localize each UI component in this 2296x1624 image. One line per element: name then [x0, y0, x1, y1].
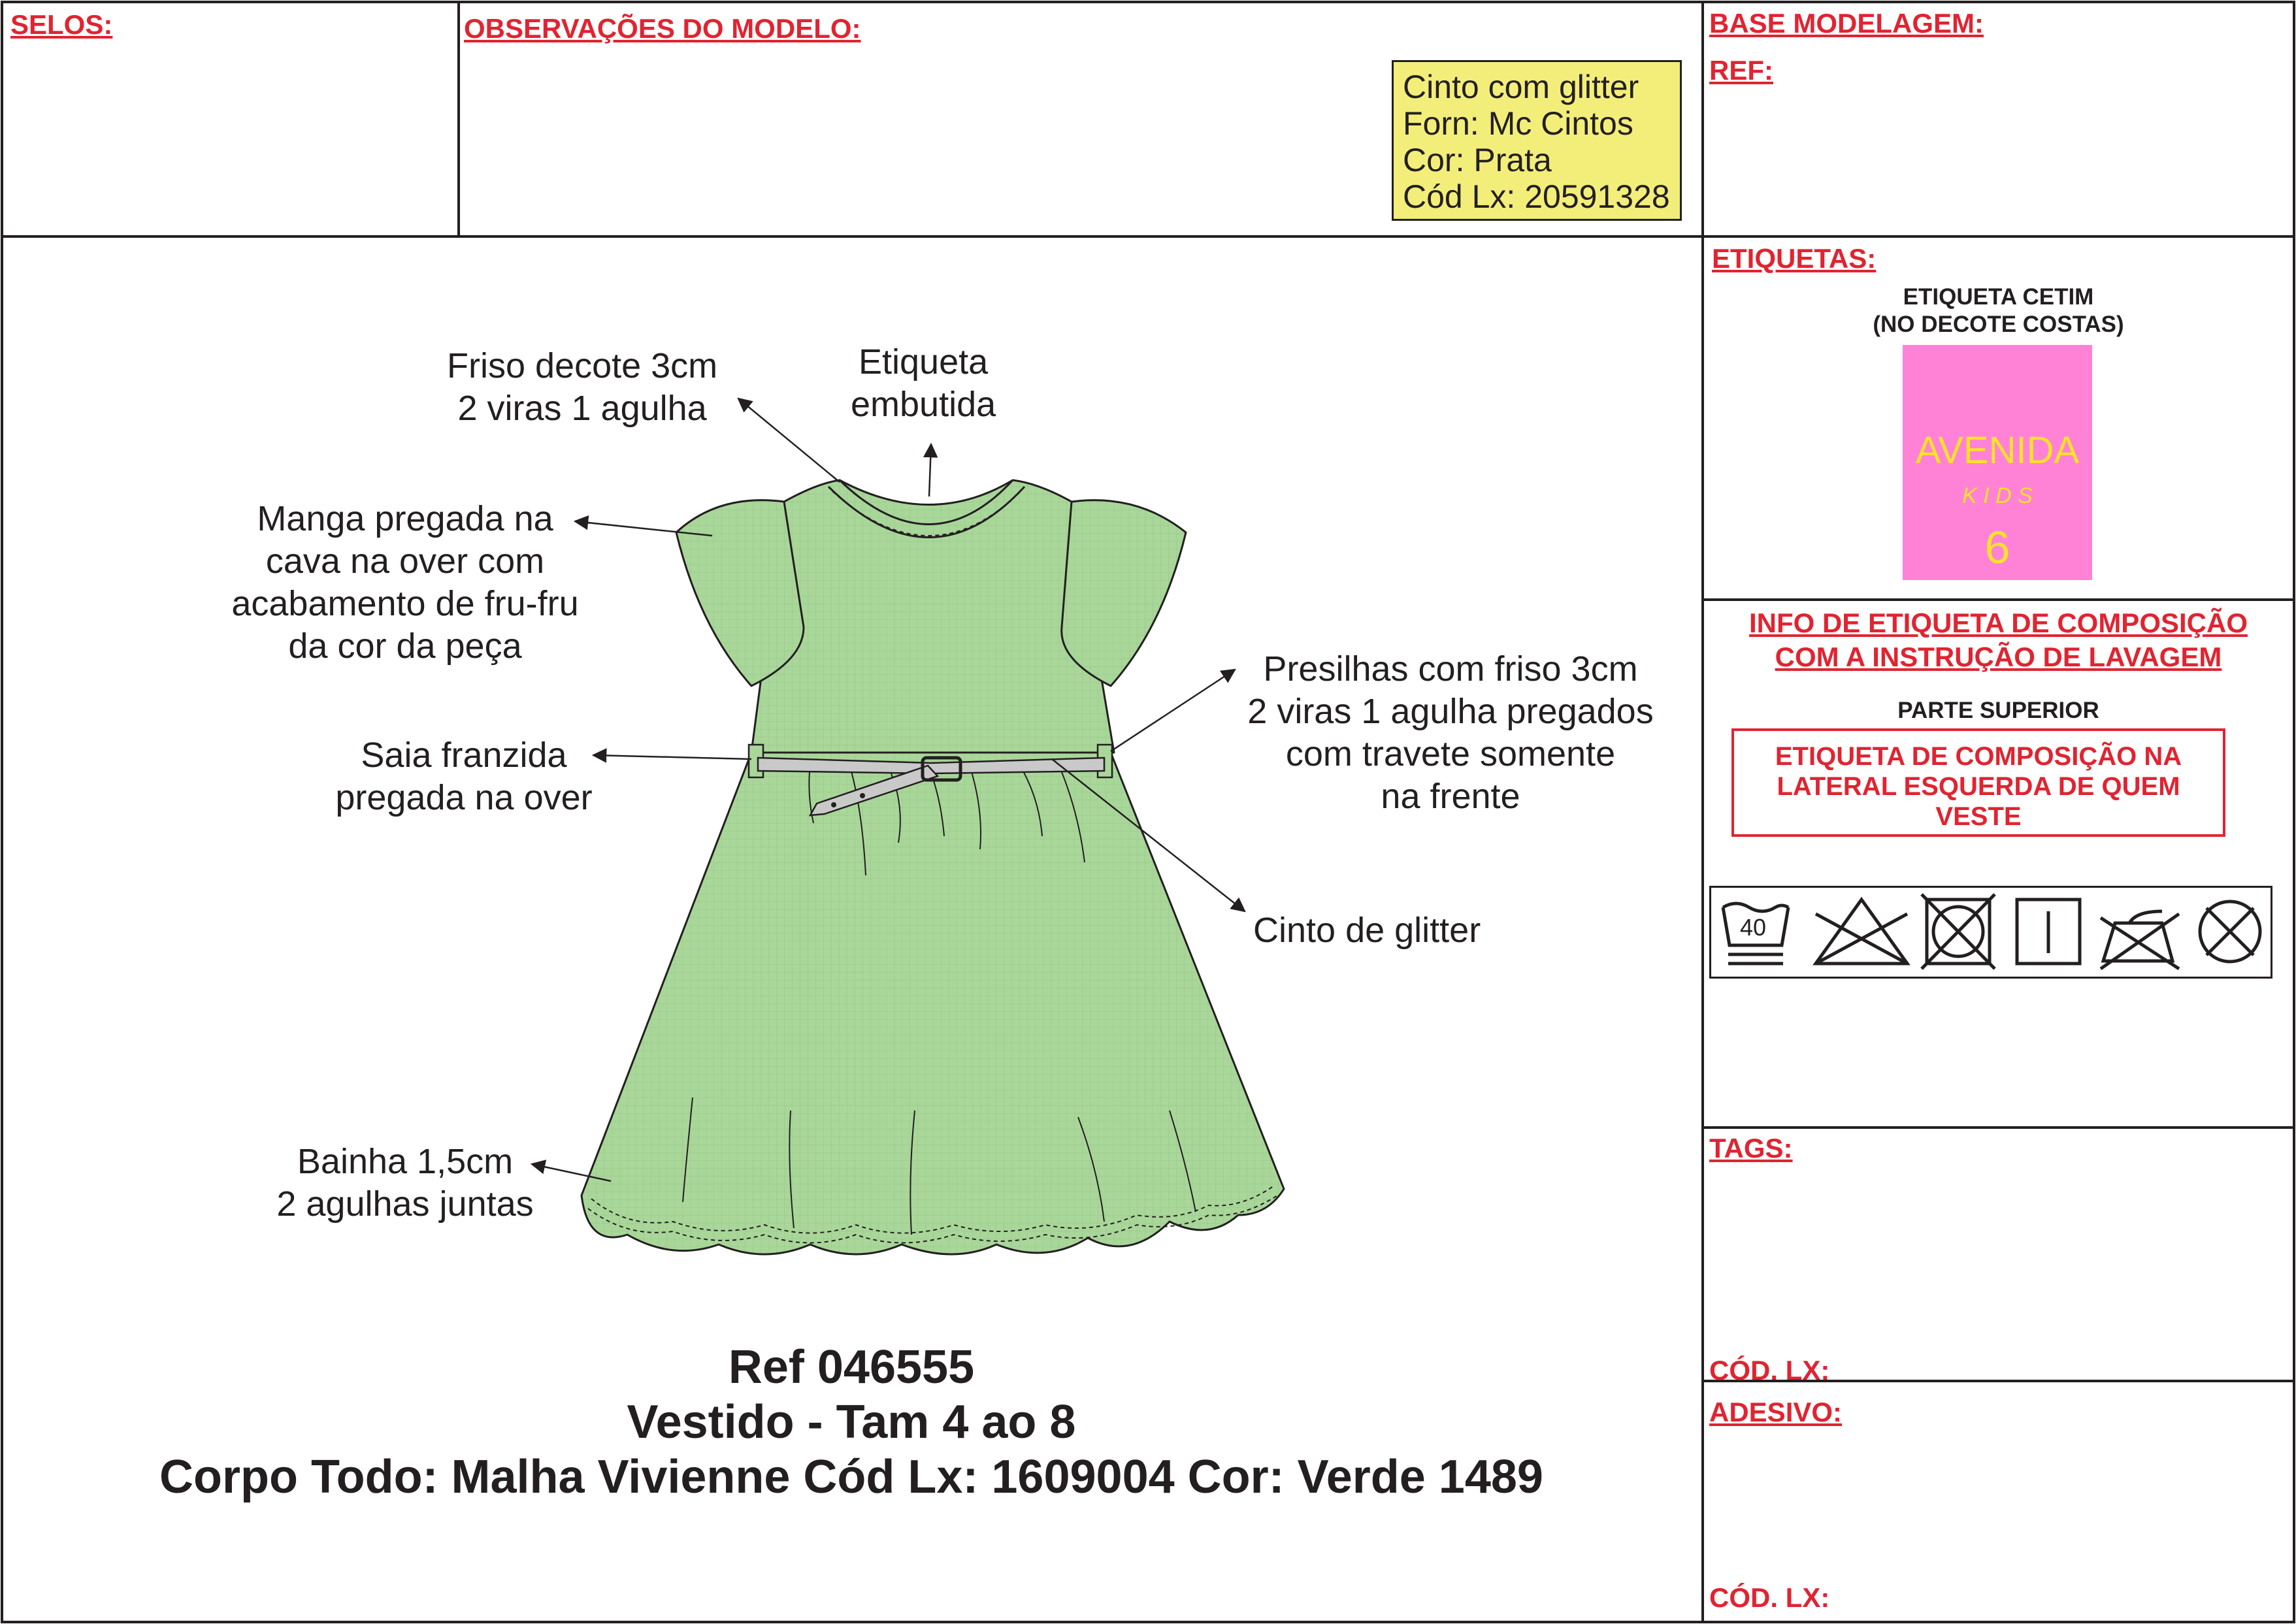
callout-friso	[447, 345, 717, 430]
callout-line: Saia franzida	[361, 736, 567, 775]
etiquetas-header: ETIQUETAS:	[1712, 243, 1877, 274]
ref-title: Ref 046555	[728, 1341, 975, 1393]
no-bleach-icon	[1816, 900, 1907, 964]
base-modelagem-header: BASE MODELAGEM:	[1709, 8, 1984, 39]
tags-cod-lx: CÓD. LX:	[1709, 1355, 1830, 1386]
composition-line: VESTE	[1935, 802, 2022, 831]
brand-sub: K I D S	[1962, 483, 2033, 508]
adesivo-cod-lx: CÓD. LX:	[1709, 1582, 1830, 1613]
callout-line: Manga pregada na	[257, 499, 553, 538]
callout-line: com travete somente	[1285, 734, 1616, 773]
care-symbols	[1709, 886, 2272, 979]
callout-saia	[327, 734, 601, 819]
left-sleeve	[676, 500, 804, 686]
observacoes-header: OBSERVAÇÕES DO MODELO:	[464, 13, 861, 44]
product-title: Vestido - Tam 4 ao 8	[627, 1396, 1076, 1448]
composition-line: ETIQUETA DE COMPOSIÇÃO NA	[1775, 742, 2182, 771]
callout-manga	[216, 498, 595, 668]
no-dry-clean-icon	[2200, 901, 2260, 962]
tags-header: TAGS:	[1709, 1133, 1793, 1163]
adesivo-header: ADESIVO:	[1709, 1397, 1843, 1427]
callout-line: Bainha 1,5cm	[297, 1142, 514, 1181]
label-title-line: ETIQUETA CETIM	[1903, 284, 2094, 310]
composition-line: LATERAL ESQUERDA DE QUEM	[1777, 772, 2180, 801]
line-dry-icon	[2017, 900, 2080, 964]
callout-line: embutida	[851, 385, 996, 424]
note-line: Forn: Mc Cintos	[1403, 105, 1633, 142]
composicao-header-line: COM A INSTRUÇÃO DE LAVAGEM	[1775, 641, 2222, 672]
callout-etiqueta	[851, 341, 996, 426]
parte-superior: PARTE SUPERIOR	[1897, 698, 2099, 723]
brand-name: AVENIDA	[1915, 429, 2080, 472]
composicao-header-line: INFO DE ETIQUETA DE COMPOSIÇÃO	[1748, 608, 2248, 638]
selos-header: SELOS:	[10, 9, 113, 40]
dress-skirt	[582, 749, 1284, 1254]
dress-bodice	[751, 480, 1114, 753]
callout-cinto: Cinto de glitter	[1253, 911, 1481, 950]
callout-line: Friso decote 3cm	[447, 346, 718, 385]
fabric-title: Corpo Todo: Malha Vivienne Cód Lx: 1609004 Cor: Verde 1489	[159, 1451, 1543, 1503]
callout-line: 2 agulhas juntas	[276, 1184, 534, 1224]
ref-header: REF:	[1709, 55, 1773, 86]
callout-line: pregada na over	[335, 778, 593, 817]
composicao-header	[1703, 606, 2294, 674]
composition-label-box	[1731, 728, 2225, 837]
no-tumble-dry-icon	[1922, 894, 1995, 969]
callout-presilhas	[1222, 648, 1679, 818]
callout-line: 2 viras 1 agulha pregados	[1247, 692, 1654, 731]
label-title-line: (NO DECOTE COSTAS)	[1873, 312, 2124, 337]
callout-line: 2 viras 1 agulha	[457, 389, 707, 428]
label-title	[1703, 284, 2294, 338]
no-iron-icon	[2101, 911, 2179, 969]
wash-temp: 40	[1740, 914, 1767, 941]
callout-line: na frente	[1381, 777, 1520, 816]
callout-line: Presilhas com friso 3cm	[1263, 649, 1638, 689]
callout-line: cava na over com	[265, 542, 545, 581]
note-line: Cor: Prata	[1403, 142, 1552, 178]
callout-bainha	[274, 1141, 536, 1226]
label-size: 6	[1984, 522, 2010, 573]
callout-line: Etiqueta	[859, 342, 989, 382]
callout-line: acabamento de fru-fru	[231, 584, 579, 623]
note-line: Cód Lx: 20591328	[1403, 178, 1670, 215]
right-sleeve	[1062, 500, 1186, 686]
satin-label	[1903, 345, 2092, 580]
callout-line: da cor da peça	[288, 626, 522, 666]
note-line: Cinto com glitter	[1403, 69, 1639, 105]
